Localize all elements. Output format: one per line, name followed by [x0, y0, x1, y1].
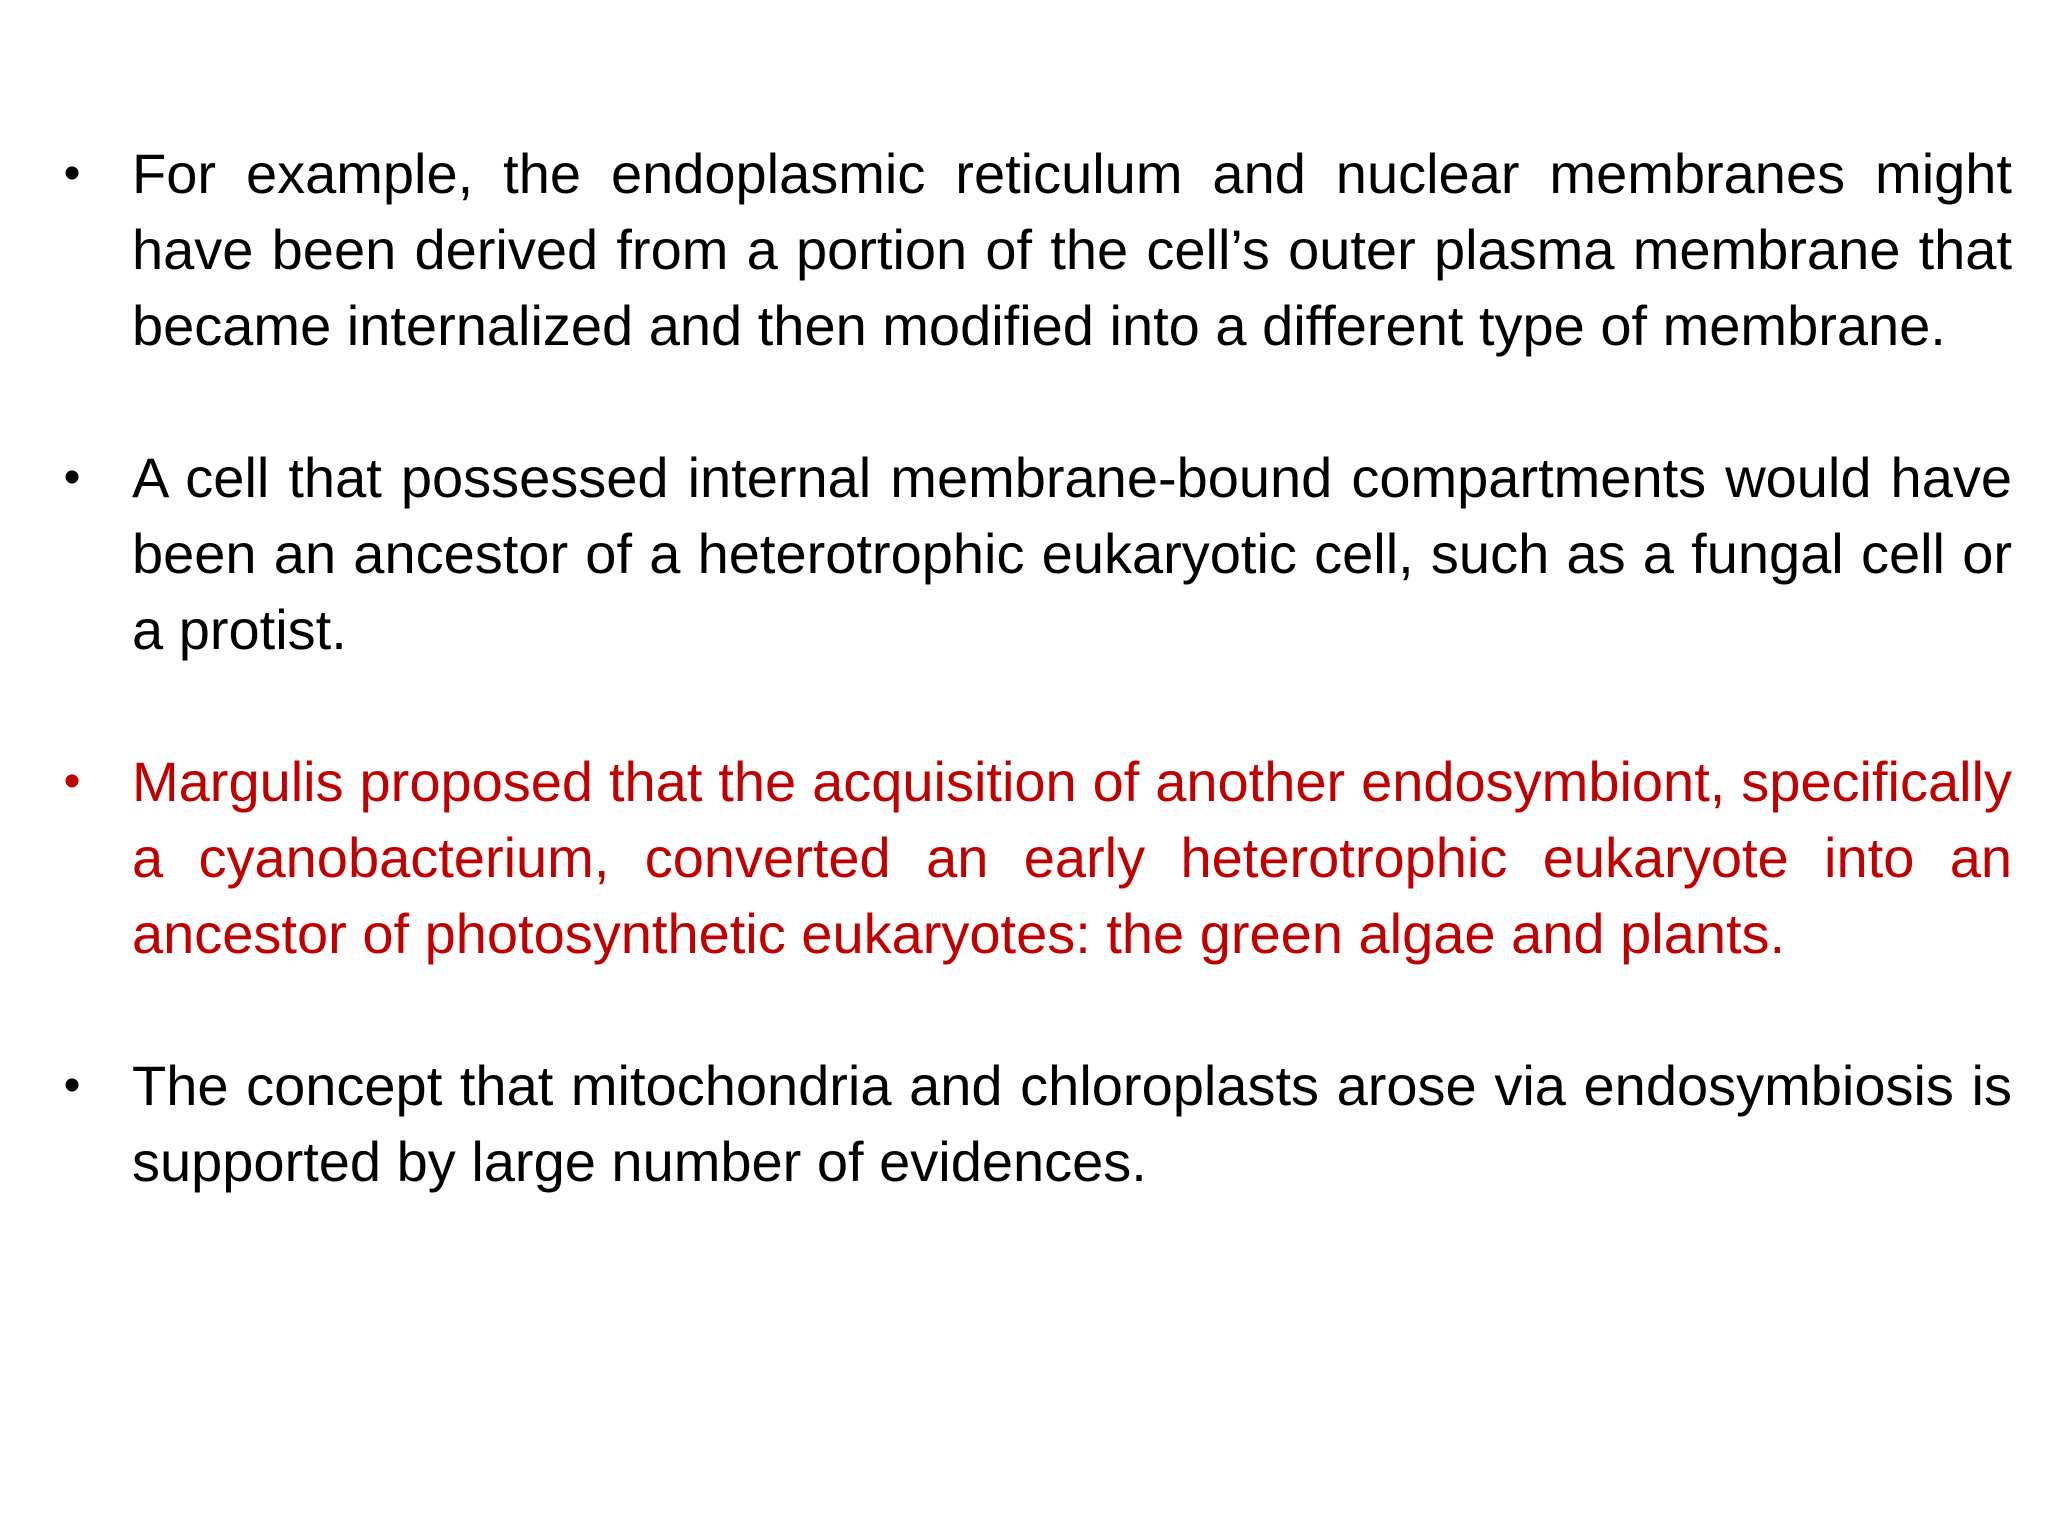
bullet-text: For example, the endoplasmic reticulum and nuclear membranes might have been derived from a portion of the cell’s outer plasma membrane that became internalized and then modified into a different type of membrane.	[132, 142, 2012, 357]
bullet-list	[52, 136, 2012, 1276]
bullet-icon: •	[63, 147, 81, 200]
bullet-text: Margulis proposed that the acquisition of another endosymbiont, specifically a cyanobacterium, converted an early heterotrophic eukaryote into an ancestor of photosynthetic eukaryotes: the green algae and plants.	[132, 750, 2012, 965]
bullet-item-endosymbiosis-evidence	[52, 1048, 2012, 1200]
bullet-icon: •	[63, 755, 81, 808]
bullet-item-endomembrane-origin	[52, 136, 2012, 364]
bullet-text: The concept that mitochondria and chloroplasts arose via endosymbiosis is supported by large number of evidences.	[132, 1054, 2012, 1193]
bullet-item-heterotrophic-ancestor	[52, 440, 2012, 668]
bullet-item-margulis-proposal	[52, 744, 2012, 972]
bullet-icon: •	[63, 1059, 81, 1112]
bullet-text: A cell that possessed internal membrane-bound compartments would have been an ancestor of a heterotrophic eukaryotic cell, such as a fungal cell or a protist.	[132, 446, 2012, 661]
bullet-icon: •	[63, 451, 81, 504]
